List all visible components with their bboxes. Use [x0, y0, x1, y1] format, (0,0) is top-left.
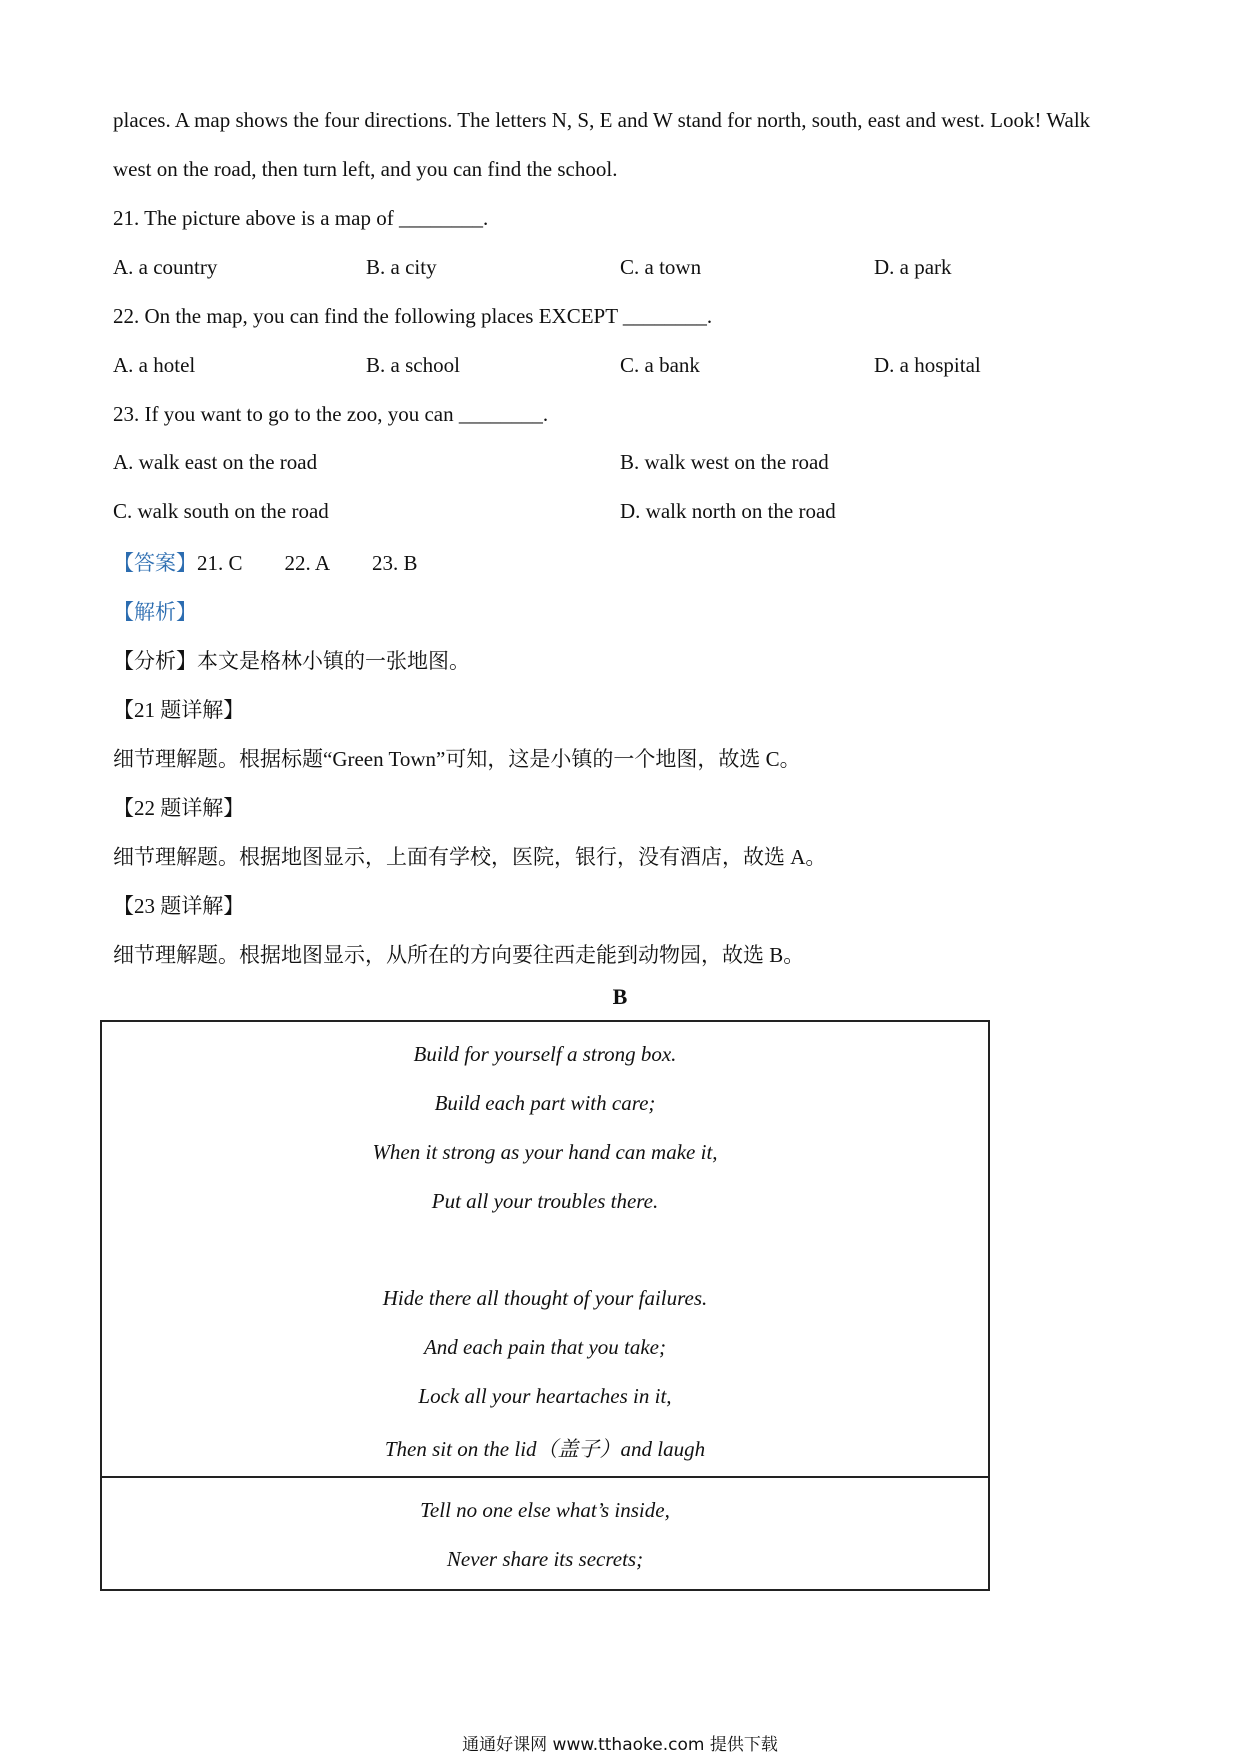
poem-line: Build each part with care; [434, 1091, 656, 1115]
poem-line: Build for yourself a strong box. [413, 1042, 677, 1066]
poem-line: Then sit on the lid（盖子）and laugh [384, 1437, 706, 1461]
q23-option-d: D. walk north on the road [620, 499, 836, 523]
answer-23: 23. B [372, 551, 418, 575]
poem-box-1 [100, 1020, 990, 1478]
detail-22-heading: 【22 题详解】 [113, 796, 245, 820]
q23-option-c: C. walk south on the road [113, 499, 329, 523]
answer-21: 21. C [197, 551, 243, 575]
poem-line: Tell no one else what’s inside, [420, 1498, 670, 1522]
detail-21-text: 细节理解题。根据标题“Green Town”可知，这是小镇的一个地图，故选 C。 [113, 747, 801, 771]
q21-option-c: C. a town [620, 255, 702, 279]
q22-option-b: B. a school [366, 353, 460, 377]
answer-line [113, 547, 418, 577]
q23-option-a: A. walk east on the road [113, 450, 318, 474]
passage-line-2: west on the road, then turn left, and you can find the school. [113, 157, 618, 181]
passage-line-1: places. A map shows the four directions. The letters N, S, E and W stand for north, south, east and west. Look! Walk [113, 108, 1091, 132]
answer-label: 【答案】 [113, 551, 197, 575]
q23-option-b: B. walk west on the road [620, 450, 829, 474]
poem-line: Put all your troubles there. [431, 1189, 659, 1213]
analysis-label: 【解析】 [113, 600, 197, 624]
poem-line: Never share its secrets; [446, 1547, 644, 1571]
question-22-stem: 22. On the map, you can find the following places EXCEPT ________. [113, 304, 713, 328]
q22-option-d: D. a hospital [874, 353, 981, 377]
answer-22: 22. A [284, 551, 331, 575]
q22-option-a: A. a hotel [113, 353, 196, 377]
poem-box-2 [100, 1476, 990, 1591]
q21-option-a: A. a country [113, 255, 218, 279]
q22-option-c: C. a bank [620, 353, 700, 377]
poem-line: Hide there all thought of your failures. [382, 1286, 708, 1310]
poem-line: And each pain that you take; [423, 1335, 666, 1359]
q21-option-d: D. a park [874, 255, 952, 279]
question-21-stem: 21. The picture above is a map of ________. [113, 206, 489, 230]
poem-line: When it strong as your hand can make it, [372, 1140, 718, 1164]
analysis-summary: 【分析】本文是格林小镇的一张地图。 [113, 649, 470, 673]
q21-option-b: B. a city [366, 255, 437, 279]
question-23-stem: 23. If you want to go to the zoo, you can ________. [113, 402, 549, 426]
detail-22-text: 细节理解题。根据地图显示，上面有学校，医院，银行，没有酒店，故选 A。 [113, 845, 827, 869]
poem-line: Lock all your heartaches in it, [418, 1384, 672, 1408]
section-b-heading: B [612, 984, 628, 1009]
detail-23-heading: 【23 题详解】 [113, 894, 245, 918]
detail-23-text: 细节理解题。根据地图显示，从所在的方向要往西走能到动物园，故选 B。 [113, 943, 805, 967]
detail-21-heading: 【21 题详解】 [113, 698, 245, 722]
page-footer: 通通好课网 www.tthaoke.com 提供下载 [462, 1735, 778, 1755]
